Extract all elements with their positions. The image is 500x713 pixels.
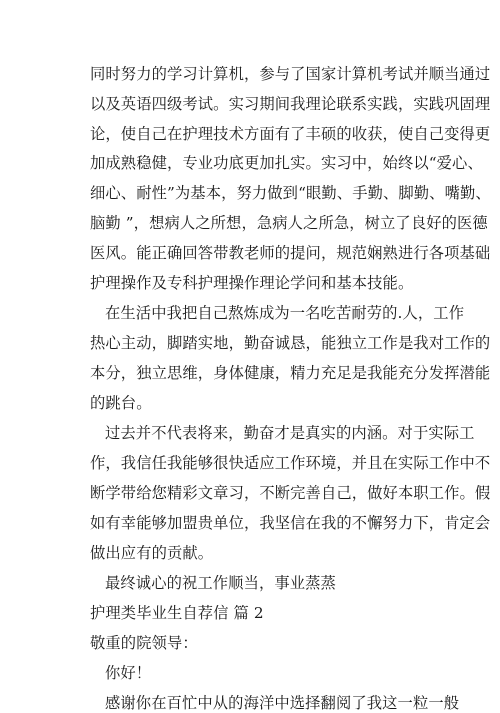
body-line-5: 细心、耐性”为基本，努力做到“眼勤、手勤、脚勤、嘴勤、 <box>90 184 491 202</box>
salutation: 敬重的院领导： <box>90 634 198 652</box>
paragraph-3-line-3: 断学带给您精彩文章习，不断完善自己，做好本职工作。假 <box>90 484 491 502</box>
paragraph-3-line-2: 作，我信任我能够很快适应工作环境，并且在实际工作中不 <box>90 454 491 472</box>
closing-wish: 最终诚心的祝工作顺当，事业蒸蒸 <box>105 574 336 592</box>
paragraph-2-line-2: 热心主动，脚踏实地，勤奋诚恳，能独立工作是我对工作的 <box>90 334 491 352</box>
paragraph-2-line-1: 在生活中我把自己熬炼成为一名吃苦耐劳的.人，工作 <box>105 304 465 322</box>
section-title: 护理类毕业生自荐信 篇 2 <box>90 604 264 622</box>
paragraph-3-line-5: 做出应有的贡献。 <box>90 544 214 562</box>
paragraph-3-line-4: 如有幸能够加盟贵单位，我坚信在我的不懈努力下，肯定会 <box>90 514 491 532</box>
paragraph-3-line-1: 过去并不代表将来，勤奋才是真实的内涵。对于实际工 <box>105 424 475 442</box>
body-line-6: 脑勤 ”，想病人之所想，急病人之所急，树立了良好的医德 <box>90 214 488 232</box>
body-line-4: 加成熟稳健，专业功底更加扎实。实习中，始终以“爱心、 <box>90 154 483 172</box>
paragraph-2-line-4: 的跳台。 <box>90 394 152 412</box>
body-line-3: 论，使自己在护理技术方面有了丰硕的收获，使自己变得更 <box>90 125 491 143</box>
paragraph-2-line-3: 本分，独立思维，身体健康，精力充足是我能充分发挥潜能 <box>90 364 491 382</box>
body-line-2: 以及英语四级考试。实习期间我理论联系实践，实践巩固理 <box>90 95 491 113</box>
body-line-1: 同时努力的学习计算机，参与了国家计算机考试并顺当通过 <box>90 65 491 83</box>
letter-opening-line: 感谢你在百忙中从的海洋中选择翻阅了我这一粒一般 <box>105 694 460 712</box>
body-line-7: 医风。能正确回答带教老师的提问，规范娴熟进行各项基础 <box>90 244 491 262</box>
body-line-8: 护理操作及专科护理操作理论学问和基本技能。 <box>90 274 414 292</box>
greeting: 你好！ <box>105 664 152 682</box>
